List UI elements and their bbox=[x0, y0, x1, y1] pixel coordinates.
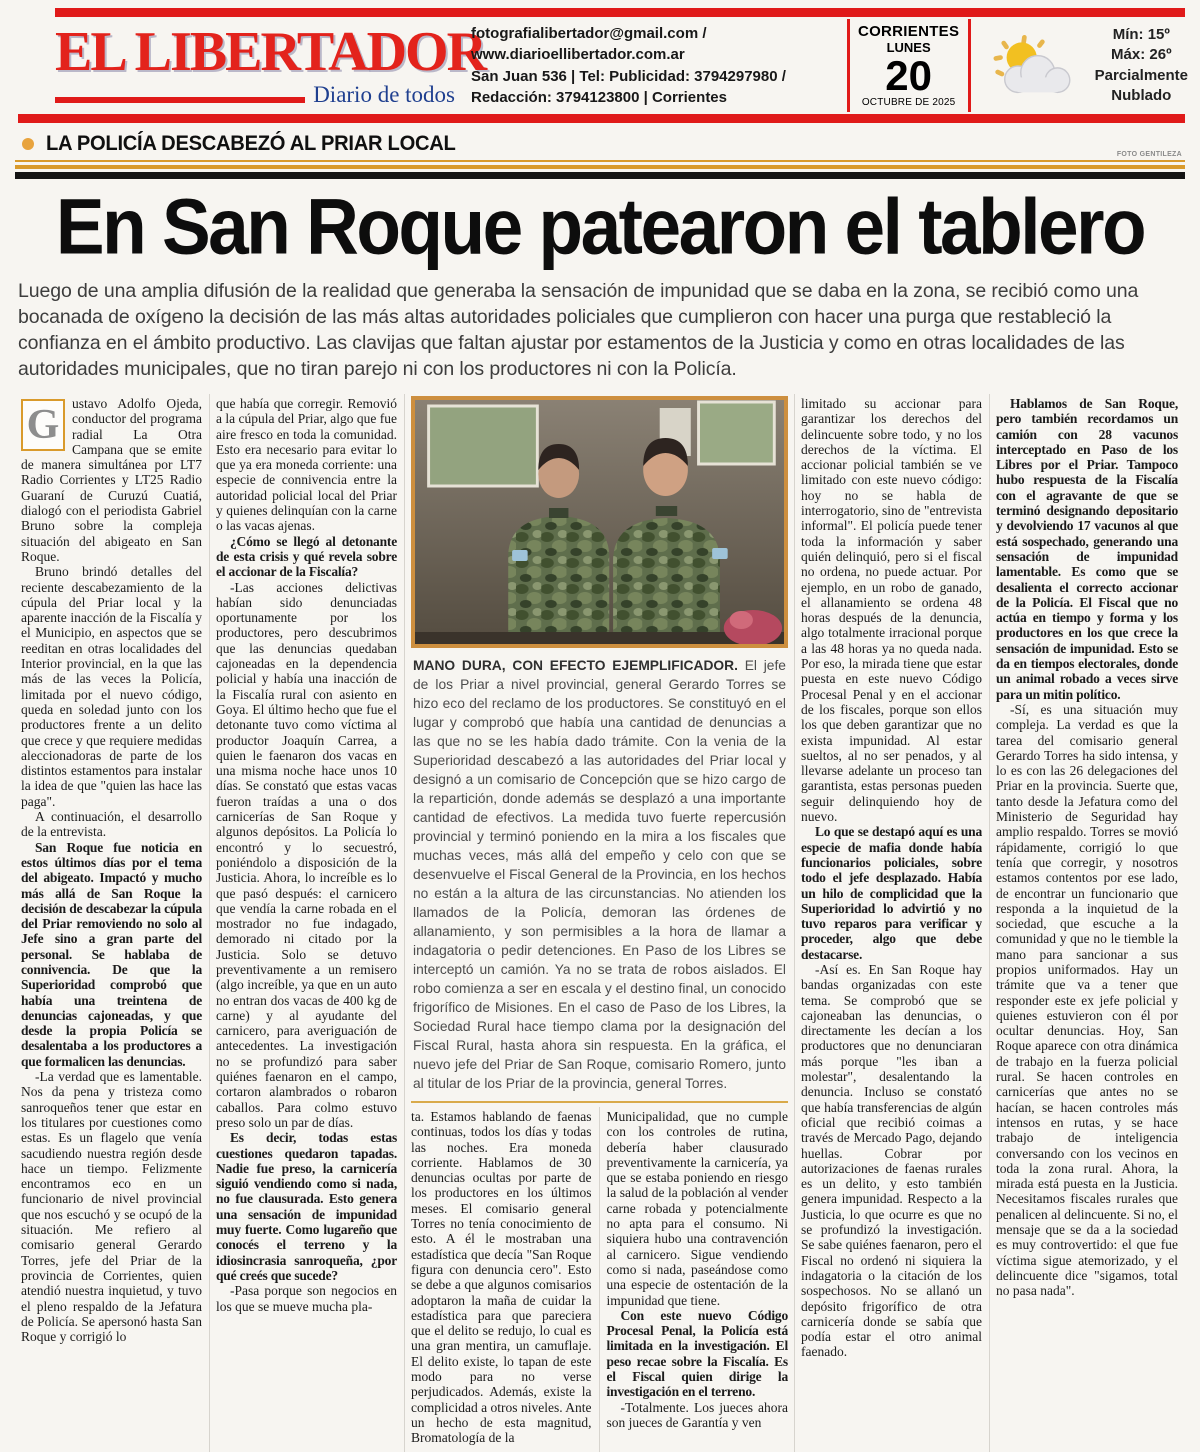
weather-max: Máx: 26º bbox=[1111, 46, 1172, 64]
paragraph: Con este nuevo Código Procesal Penal, la Policía está limitada en la investigación. El peso recae sobre la Fiscalía. Es el Fiscal quien dirige la investigación en el terreno. bbox=[606, 1307, 788, 1400]
kicker-row bbox=[0, 123, 1200, 160]
date-number: 20 bbox=[885, 52, 932, 99]
logo-tagline: Diario de todos bbox=[313, 81, 455, 107]
photo-credit: FOTO GENTILEZA bbox=[1116, 151, 1182, 158]
black-rule bbox=[15, 172, 1185, 179]
paragraph: -Sí, es una situación muy compleja. La verdad es que la tarea del comisario general Gerardo Torres ha sido intensa, y lo es con las 26 delegaciones del Priar en la provincia. Suerte que, tanto desde la Jefatura como del Ministerio de Seguridad hay amplio respaldo. Torres se movió rápidamente, corrigió lo que tenía que corregir, y nosotros estamos contentos por ese lado, de encontrar un funcionario que responda a la inquietud de la sociedad, que escuche a la comunidad y que no le tiemble la mano para sancionar a sus propios uniformados. Hay un trámite que va a tener que responder este ex jefe policial y quienes estuvieron con él por ocultar denuncias. Hoy, San Roque aparece con otra dinámica de trabajo en la fuerza policial rural. Se hacen controles en carnicerías que antes no se hacían, se hacen controles más intensos en rutas, y se hace trabajo de inteligencia conversando con los vecinos en toda la zona rural. Ahora, la mirada está puesta en la Justicia. Necesitamos fiscales rurales que penalicen al delincuente. Si no, el mensaje que se da a la sociedad es muy controvertido: el que fue víctima sigue atemorizado, y el delincuente dice "sigamos, total no pasa nada". bbox=[996, 701, 1178, 1299]
kicker: LA POLICÍA DESCABEZÓ AL PRIAR LOCAL bbox=[46, 132, 456, 155]
article-column-1 bbox=[15, 394, 210, 1452]
article-column-4 bbox=[600, 1107, 789, 1452]
paragraph: Bruno brindó detalles del reciente descabezamiento de la cúpula del Priar local y la aparente inacción de la Fiscalía y el Municipio, en aspectos que se reeditan en otras localidades del Interior provincial, en la que las más de las veces la Policía, limitada por el nuevo código, queda en soledad junto con los productores frente a un delito que crece y que requiere medidas aleccionadoras de parte de los distintos estamentos para instalar la idea de que "quien las hace las paga". bbox=[21, 564, 202, 809]
kicker-bullet-icon bbox=[22, 138, 34, 150]
paragraph: -Pasa porque son negocios en los que se mueve mucha pla- bbox=[216, 1283, 397, 1314]
paragraph: Lo que se destapó aquí es una especie de mafia donde había funcionarios policiales, sobre todo el jefe desplazado. Había un hilo de complicidad que la Superioridad lo advirtió y no tuvo reparos para verificar y proceder, algo que debe destacarse. bbox=[801, 824, 982, 962]
masthead-bottom-red-rule bbox=[18, 114, 1185, 123]
contact-info bbox=[455, 23, 847, 108]
date-month: OCTUBRE DE 2025 bbox=[861, 97, 956, 108]
paragraph: limitado su accionar para garantizar los derechos del delincuente sobre todo, y no los derechos de la víctima. El accionar policial también se ve limitado con este nuevo código: hoy no se habla de interrogatorio, sino de "entrevista informal". El policía puede tener toda la información y saber quién delinquió, pero si el fiscal no ordena, no puede actuar. Por ejemplo, en un robo de ganado, el allanamiento se ordena 48 horas después de la denuncia, algo totalmente irracional porque a las 48 horas ya no queda nada. Por eso, la mirada tiene que estar puesta en este nuevo Código Procesal Penal y en el accionar de los fiscales, porque son ellos los que deben garantizar que no exista impunidad. Al estar sueltos, al no ser penados, y al llevarse adelante un proceso tan garantista, estas personas pueden seguir delinquiendo hoy de nuevo. bbox=[801, 396, 982, 825]
drop-cap: G bbox=[21, 399, 65, 451]
paragraph: -Así es. En San Roque hay bandas organizadas con este tema. Se comprobó que se cajoneaban las denuncias, o directamente les decían a los productores que no denunciaran más porque "les iban a molestar", desalentando la denuncia. Incluso se constató que había transferencias de algún oficial que recibió coimas a través de Mercado Pago, dejando huellas. Cobrar por autorizaciones de faenas rurales es un delito, y esto también genera impunidad. Respecto a la Justicia, lo que ocurre es que no se profundizó la investigación. Se sabe quiénes faenaron, pero el Fiscal no ordenó ni siquiera la indagatoria o la citación de los sospechosos. No se allanó un depósito frigorífico de otra carnicería donde se sabía que podía estar el otro animal faenado. bbox=[801, 961, 982, 1360]
weather-condition-line1: Parcialmente bbox=[1094, 66, 1188, 84]
paragraph: Municipalidad, que no cumple con los controles de rutina, debería haber clausurado preventivamente la carnicería, ya que se estaba poniendo en riesgo la salud de la población al vender carne robada y potencialmente no apta para el consumo. Ni siquiera hubo una contravención al carnicero. Sigue vendiendo como si nada, paseándose como una especie de ostentación de la impunidad que tiene. bbox=[606, 1109, 788, 1308]
article-column-2 bbox=[210, 394, 405, 1452]
caption-text: El jefe de los Priar a nivel provincial, general Gerardo Torres se hizo eco del reclamo de los productores. Se constituyó en el lugar y comprobó que había una cantidad de denuncias a las que no se les había dado trámite. Con la venia de la Superioridad descabezó a las autoridades del Priar local y designó a un comisario de Concepción que se hizo cargo de la repartición, donde además se desplazó a una importante cantidad de efectivos. La medida tuvo fuerte repercusión provincial y terminó poniendo en la mira a los fiscales que muchas veces, más allá del empeño y celo con que se desenvuelve el Fiscal General de la Provincia, en los hechos no están a la altura de las circunstancias. No atienden los llamados de la Policía, demoran las órdenes de allanamiento, y son permisibles a la hora de llamar a indagatoria o pedir detenciones. En Paso de los Libres se interceptó un camión. Ya no se trata de robos aislados. El robo comienza a ser en escala y el destino final, un conocido frigorífico de Misiones. En el caso de Paso de los Libres, la Sociedad Rural hace tiempo clama por la designación del Fiscal Rural, hasta ahora sin respuesta. En la gráfica, el nuevo jefe del Priar de San Roque, comisario Romero, junto al titular de los Priar de la provincia, general Torres. bbox=[413, 658, 786, 1091]
paragraph: -Las acciones delictivas habían sido denunciadas oportunamente por los productores, pero descubrimos que las denuncias quedaban cajoneadas en la dependencia policial y había una inacción de la Fiscalía rural con asiento en Goya. El último hecho que fue el detonante tuvo como víctima al productor Joaquín Carrea, a quien le faenaron dos vacas en una misma noche hace unos 10 días. Se constató que estas vacas fueron traídas a una o dos carnicerías de San Roque y algunos depósitos. La Policía lo encontró y lo secuestró, poniéndolo a disposición de la Justicia. Ahora, lo increíble es lo que pasó después: el carnicero que vendía la carne robada en el mostrador no fue indagado, demorado ni citado por la Justicia. Solo se detuvo preventivamente a un remisero (algo increíble, ya que en un auto no entran dos vacas de 400 kg de carne) y al ayudante del carnicero, para averiguación de antecedentes. La investigación no se profundizó para saber quiénes faenaron en el campo, cortaron alambrados o robaron caballos. Para colmo estuvo preso solo un par de días. bbox=[216, 579, 397, 1130]
caption-lead: MANO DURA, CON EFECTO EJEMPLIFICADOR. bbox=[413, 658, 738, 673]
paragraph: -Totalmente. Los jueces ahora son jueces de Garantía y ven bbox=[606, 1399, 788, 1430]
weather-condition-line2: Nublado bbox=[1111, 86, 1172, 104]
weather-min: Mín: 15º bbox=[1112, 26, 1170, 43]
paragraph: San Roque fue noticia en estos últimos días por el tema del abigeato. Impactó y mucho más allá de San Roque la decisión de descabezar la cúpula del Priar removiendo no solo al Jefe sino a gran parte del personal. Se hablaba de connivencia. De que la Superioridad comprobó que había una treintena de denuncias cajoneadas, y que desde la propia Policía se desalentaba a los productores a que formalicen las denuncias. bbox=[21, 839, 202, 1069]
newspaper-logo bbox=[55, 20, 486, 108]
headline: En San Roque patearon el tablero bbox=[55, 183, 1145, 271]
article-column-3 bbox=[411, 1107, 600, 1452]
gold-rule-thick bbox=[15, 165, 1185, 169]
photo-caption bbox=[411, 648, 788, 1103]
wall-map-right bbox=[699, 402, 775, 464]
top-red-rule bbox=[55, 8, 1185, 17]
gold-rule-thin bbox=[15, 160, 1185, 162]
lede-paragraph: Luego de una amplia difusión de la realidad que generaba la sensación de impunidad que se daba en la zona, se recibió como una bocanada de oxígeno la decisión de las más altas autoridades policiales que cumplieron con hacer una purga que restableció la confianza en el ámbito productivo. Las clavijas que faltan ajustar por estamentos de la Justicia y como en otras localidades de las autoridades municipales, que no tiran parejo ni con los productores ni con la Policía. bbox=[18, 280, 1139, 380]
flag-patch bbox=[712, 548, 728, 559]
paragraph: Es decir, todas estas cuestiones quedaron tapadas. Nadie fue preso, la carnicería siguió vendiendo como si nada, no fue clausurada. Esto genera una sensación de impunidad muy fuerte. Como lugareño que conocés el terreno y la idiosincrasia sanroqueña, ¿por qué creés que sucede? bbox=[216, 1130, 397, 1283]
paragraph: G ustavo Adolfo Ojeda, conductor del programa radial La Otra Campana que se emite de manera simultánea por LT7 Radio Corrientes y LT25 Radio Guaraní de Curuzú Cuatiá, dialogó con el periodista Gabriel Bruno sobre la compleja situación del abigeato en San Roque. bbox=[21, 396, 202, 564]
article-column-6 bbox=[990, 394, 1185, 1452]
date-day: LUNES bbox=[886, 40, 931, 55]
wall-map-left bbox=[429, 406, 538, 486]
paragraph: Hablamos de San Roque, pero también recordamos un camión con 28 vacunos interceptado en Paso de los Libres por el Priar. Tampoco hubo respuesta de la Fiscalía con el agravante de que se terminó designando depositario y devolviendo 17 vacunos al que está sospechado, generando una sensación de impunidad lamentable. Es como que se desalienta el correcto accionar de la Policía. El Fiscal que no actúa en tiempo y forma y los productores en los que crece la sensación de impunidad. Esto se da en tiempos electorales, donde un animal robado a veces sirve para un mitin político. bbox=[996, 396, 1178, 702]
weather-widget bbox=[971, 25, 1188, 106]
contact-redaction-phone: Redacción: 3794123800 | Corrientes bbox=[471, 88, 727, 106]
photo-and-caption-block bbox=[405, 394, 795, 1452]
article-body bbox=[15, 394, 1185, 1452]
article-column-5 bbox=[795, 394, 990, 1452]
caption-lower-columns bbox=[411, 1107, 788, 1452]
paragraph: -La verdad que es lamentable. Nos da pena y tristeza como sanroqueños tener que estar en los titulares por cuestiones como estas. Es un flagelo que venía sacudiendo nuestra región desde hace un tiempo. Felizmente encontramos eco en un funcionario de nivel provincial que nos escuchó y se ocupó de la situación. Me refiero al comisario general Gerardo Torres, jefe del Priar de la provincia de Corrientes, quien atendió nuestra inquietud, y tuvo el pleno respaldo de la Jefatura de Policía. Se apersonó hasta San Roque y corrigió lo bbox=[21, 1069, 202, 1345]
date-city: CORRIENTES bbox=[857, 23, 960, 40]
contact-address-phone: San Juan 536 | Tel: Publicidad: 3794297980 / bbox=[471, 67, 786, 85]
paragraph: ¿Cómo se llegó al detonante de esta crisis y qué revela sobre el accionar de la Fiscalía? bbox=[216, 533, 397, 580]
news-photo-two-officers bbox=[411, 396, 788, 648]
sun-behind-cloud-icon bbox=[985, 33, 1081, 99]
weather-forecast bbox=[1095, 25, 1188, 106]
logo-title: EL LIBERTADOR bbox=[55, 20, 486, 83]
paragraph: ta. Estamos hablando de faenas continuas, todos los días y todas las noches. Era moneda corriente. Hablamos de 30 denuncias ocultas por parte de los productores en los últimos meses. El comisario general Torres no tenía conocimiento de esto. A él le mostraban una estadística que decía "San Roque figura con denuncia cero". Esto se debe a que algunos comisarios adoptaron la maña de cuidar la estadística para que pareciera que el delito se redujo, lo cual es una gran mentira, un camuflaje. El delito existe, lo tapan de este modo para no verse perjudicados. Además, existe la complicidad a otros niveles. Ante un hecho de esta magnitud, Bromatología de la bbox=[411, 1109, 592, 1446]
flag-patch bbox=[512, 550, 528, 561]
date-box bbox=[847, 19, 971, 112]
contact-website: www.diarioellibertador.com.ar bbox=[471, 46, 685, 64]
contact-email: fotografialibertador@gmail.com / bbox=[471, 24, 707, 42]
logo-underline-row bbox=[55, 82, 455, 108]
logo-underline-rule bbox=[55, 97, 305, 103]
paragraph: que había que corregir. Removió a la cúpula del Priar, algo que fue aire fresco en toda la comunidad. Esto era necesario para evitar lo que ya era moneda corriente: una especie de connivencia entre la autoridad policial local del Priar y quienes delinquían con la carne o las vacas ajenas. bbox=[216, 396, 397, 534]
paragraph: A continuación, el desarrollo de la entrevista. bbox=[21, 809, 202, 840]
masthead bbox=[0, 17, 1200, 114]
